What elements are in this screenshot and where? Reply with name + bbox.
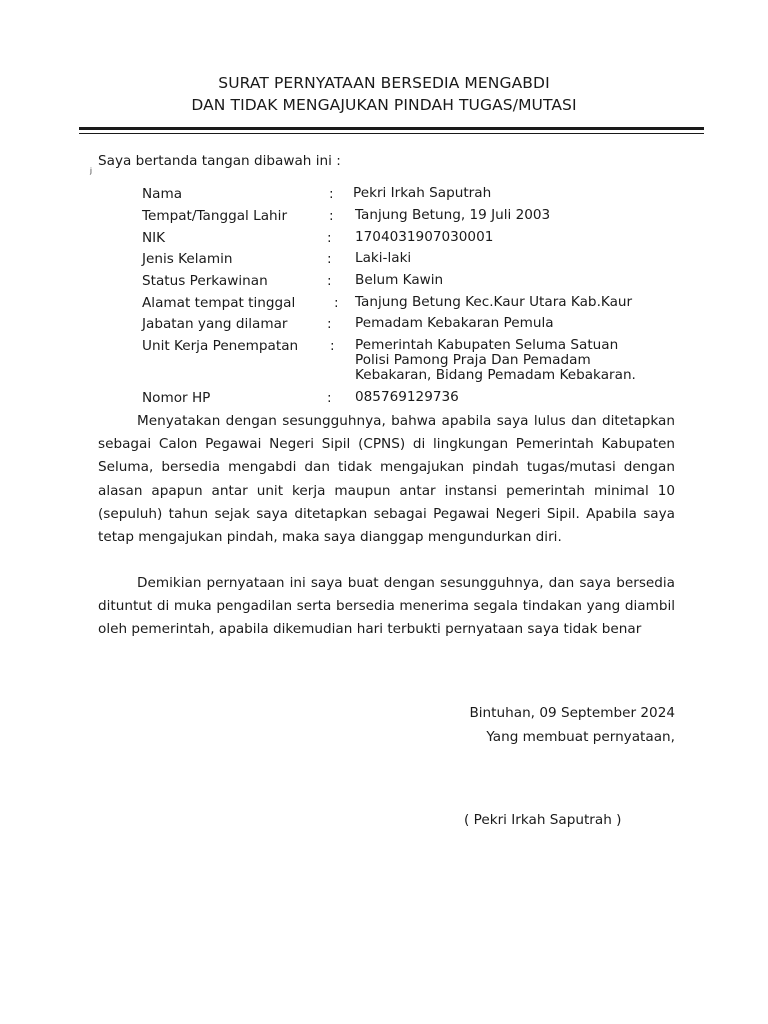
field-colon: : <box>334 295 339 311</box>
field-label: Alamat tempat tinggal <box>142 295 296 311</box>
field-value: 1704031907030001 <box>355 229 494 245</box>
closing-text: Demikian pernyataan ini saya buat dengan sesungguhnya, dan saya bersedia dituntut di muka pengadilan serta bersedia menerima segala tindakan yang diambil oleh pemerintah, apabila dikemudian hari terbukti pernyataan saya tidak benar <box>98 575 675 638</box>
header-divider-thick <box>79 127 704 130</box>
field-value: Tanjung Betung, 19 Juli 2003 <box>355 207 551 223</box>
field-colon: : <box>329 186 334 202</box>
signatory-name: ( Pekri Irkah Saputrah ) <box>464 812 622 828</box>
document-title-line-1: SURAT PERNYATAAN BERSEDIA MENGABDI <box>218 74 550 92</box>
field-label: NIK <box>142 230 166 246</box>
field-colon: : <box>327 390 332 406</box>
intro-text: Saya bertanda tangan dibawah ini : <box>98 153 341 169</box>
field-label: Jabatan yang dilamar <box>142 316 288 332</box>
field-value: Belum Kawin <box>355 272 444 288</box>
closing-paragraph <box>98 572 675 642</box>
field-label: Jenis Kelamin <box>142 251 233 267</box>
field-value-line-1: Pemerintah Kabupaten Seluma Satuan <box>355 337 619 353</box>
field-value: Pekri Irkah Saputrah <box>353 185 492 201</box>
field-colon: : <box>327 230 332 246</box>
signatory-caption: Yang membuat pernyataan, <box>486 729 675 745</box>
statement-text: Menyatakan dengan sesungguhnya, bahwa apabila saya lulus dan ditetapkan sebagai Calon Pegawai Negeri Sipil (CPNS) di lingkungan Pemerintah Kabupaten Seluma, bersedia mengabdi dan tidak mengajukan pindah tugas/mutasi dengan alasan apapun antar unit kerja maupun antar instansi pemerintah minimal 10 (sepuluh) tahun sejak saya ditetapkan sebagai Pegawai Negeri Sipil. Apabila saya tetap mengajukan pindah, maka saya dianggap mengundurkan diri. <box>98 413 675 546</box>
field-colon: : <box>330 338 335 354</box>
field-label: Unit Kerja Penempatan <box>142 338 299 354</box>
field-colon: : <box>327 273 332 289</box>
field-value-line-2: Polisi Pamong Praja Dan Pemadam <box>355 352 591 368</box>
field-label: Status Perkawinan <box>142 273 268 289</box>
field-label: Nomor HP <box>142 390 211 406</box>
field-value: Laki-laki <box>355 250 412 266</box>
field-label: Tempat/Tanggal Lahir <box>142 208 288 224</box>
place-date: Bintuhan, 09 September 2024 <box>469 705 675 721</box>
field-value: 085769129736 <box>355 389 459 405</box>
statement-paragraph <box>98 410 675 549</box>
header-divider-thin <box>79 133 704 134</box>
field-value-line-3: Kebakaran, Bidang Pemadam Kebakaran. <box>355 367 636 383</box>
field-colon: : <box>327 316 332 332</box>
field-value: Tanjung Betung Kec.Kaur Utara Kab.Kaur <box>355 294 633 310</box>
field-label: Nama <box>142 186 183 202</box>
stray-mark: j <box>90 167 92 175</box>
field-value: Pemadam Kebakaran Pemula <box>355 315 554 331</box>
document-title-line-2: DAN TIDAK MENGAJUKAN PINDAH TUGAS/MUTASI <box>191 96 577 114</box>
field-colon: : <box>327 251 332 267</box>
field-colon: : <box>329 208 334 224</box>
